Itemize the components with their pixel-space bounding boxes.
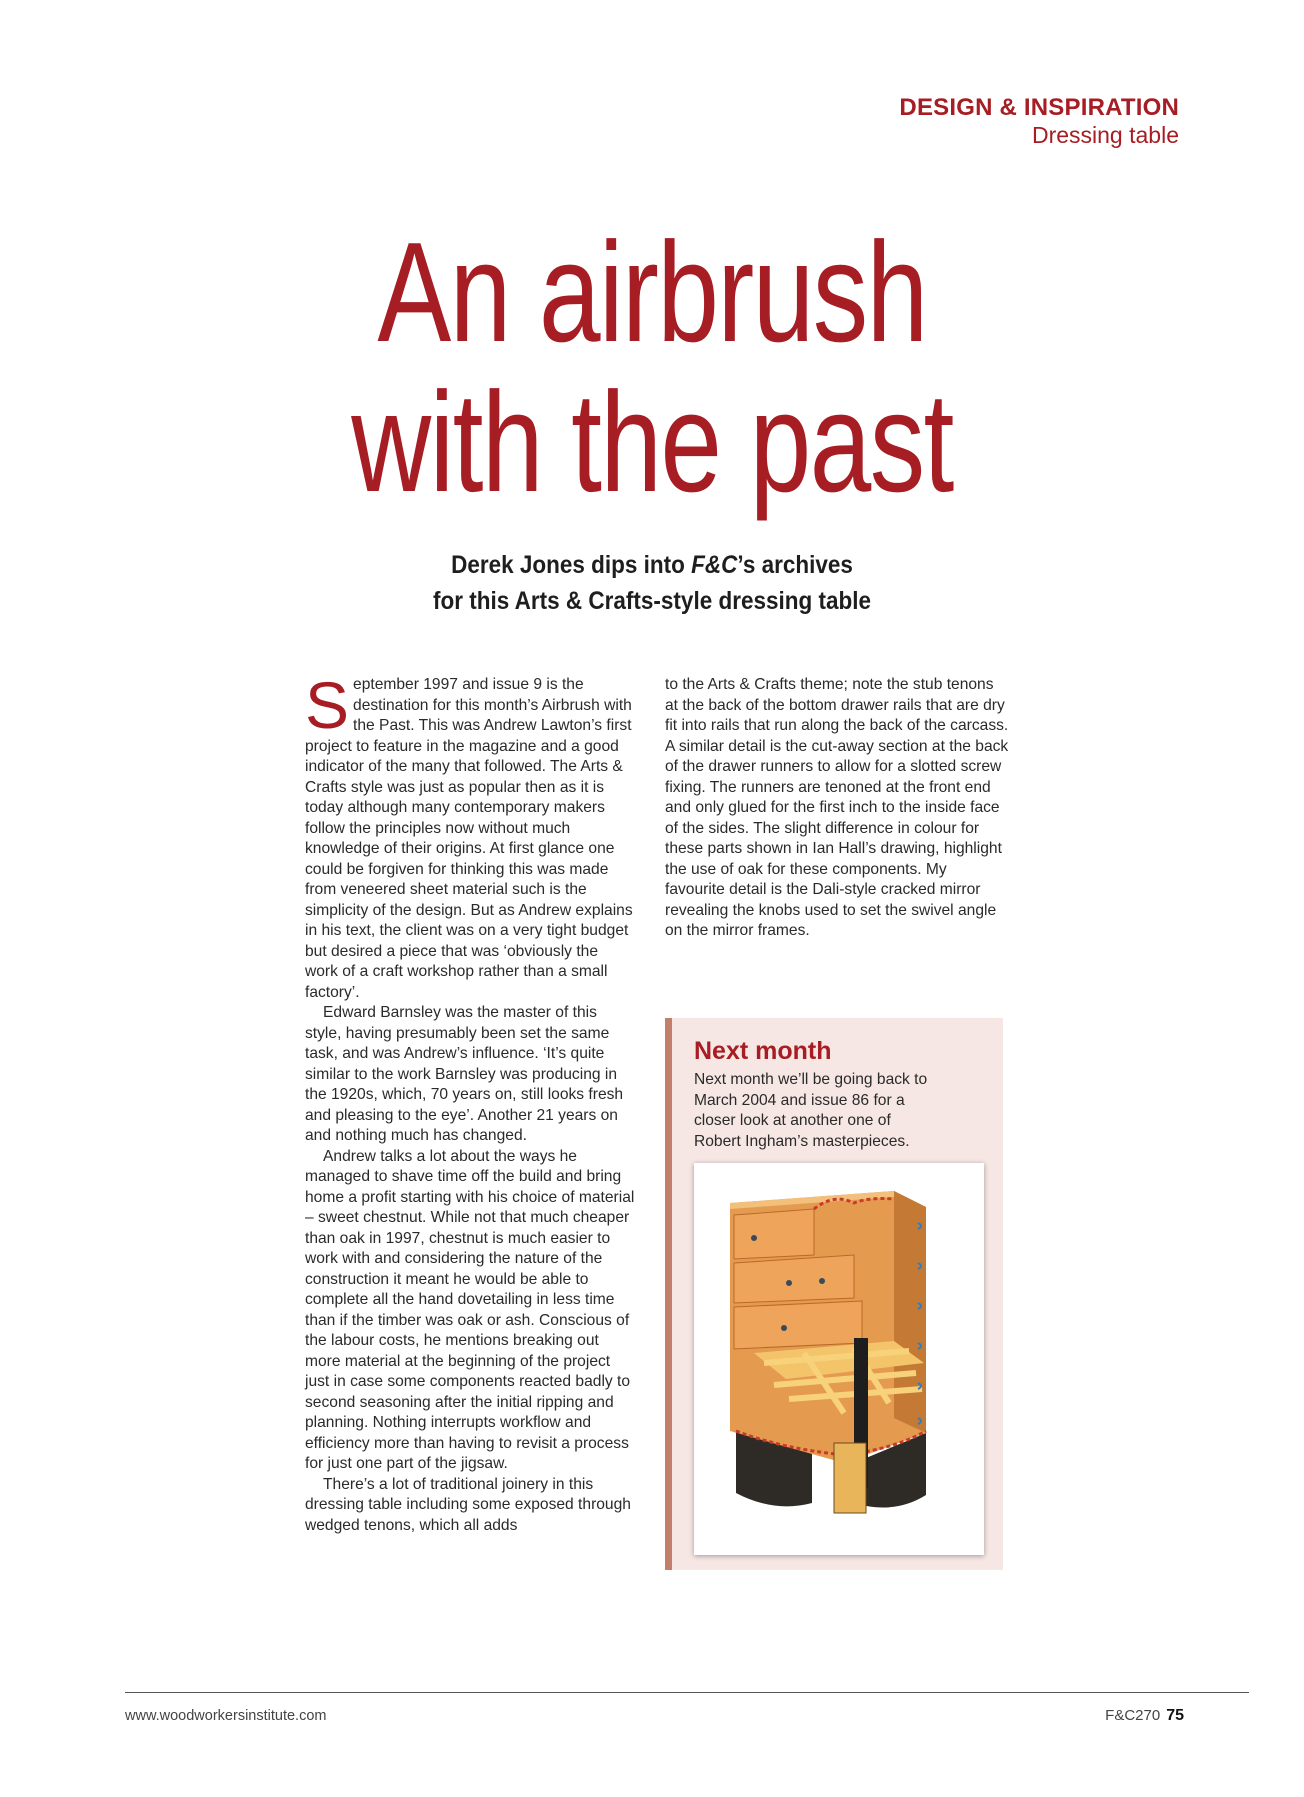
headline-line-2: with the past — [351, 363, 953, 522]
standfirst-line-2: for this Arts & Crafts-style dressing table — [432, 587, 872, 615]
issue-number: F&C270 — [1105, 1707, 1161, 1724]
standfirst-line-1 — [65, 547, 1239, 583]
drop-cap: S — [305, 668, 350, 742]
standfirst-magazine-name: F&C — [691, 551, 738, 579]
cutaway-cabinet-drawing — [694, 1163, 984, 1555]
article-column-right — [665, 675, 1010, 942]
headline — [0, 213, 1304, 522]
standfirst — [0, 547, 1304, 619]
article-paragraph-1 — [305, 668, 635, 1003]
article-paragraph-3: Andrew talks a lot about the ways he managed to shave time off the build and bring home a profit starting with his choice of material – sweet chestnut. While not that much cheaper than oak in 1997, chestnut is much easier to work with and considering the nature of the construction it meant he would be able to complete all the hand dovetailing in less time than if the timber was oak or ash. Conscious of the labour costs, he mentions breaking out more material at the beginning of the project just in case some components reacted badly to second seasoning after the initial ripping and planning. Nothing interrupts workflow and efficiency more than having to revisit a process for just one part of the jigsaw. — [305, 1147, 635, 1472]
next-month-text: Next month we’ll be going back to March 2004 and issue 86 for a closer look at another one of Robert Ingham’s masterpieces. — [694, 1071, 928, 1150]
headline-line-1: An airbrush — [377, 213, 927, 372]
section-title: DESIGN & INSPIRATION — [899, 94, 1179, 121]
article-paragraph-1-text: eptember 1997 and issue 9 is the destination for this month’s Airbrush with the Past. This was Andrew Lawton’s first project to feature in the magazine and a good indicator of the many that followed. The Arts & Crafts style was just as popular then as it is today although many contemporary makers follow the principles now without much knowledge of their origins. At first glance one could be forgiven for thinking this was made from veneered sheet material such is the simplicity of the design. But as Andrew explains in his text, the client was on a very tight budget but desired a piece that was ‘obviously the work of a craft workshop rather than a small factory’. — [305, 676, 633, 1001]
standfirst-text-a: Derek Jones dips into — [451, 551, 692, 579]
article-paragraph-4: There’s a lot of traditional joinery in this dressing table including some exposed through wedged tenons, which all adds — [305, 1475, 631, 1534]
article-paragraph-5: to the Arts & Crafts theme; note the stub tenons at the back of the bottom drawer rails that are dry fit into rails that run along the back of the carcass. A similar detail is the cut-away section at the back of the drawer runners to allow for a slotted screw fixing. The runners are tenoned at the front end and only glued for the first inch to the inside face of the sides. The slight difference in colour for these parts shown in Ian Hall’s drawing, highlight the use of oak for these components. My favourite detail is the Dali-style cracked mirror revealing the knobs used to set the swivel angle on the mirror frames. — [665, 676, 1009, 939]
next-month-panel — [665, 1018, 1003, 1570]
footer-issue-page — [1105, 1707, 1184, 1725]
page-number: 75 — [1166, 1707, 1184, 1724]
cabinet-illustration — [694, 1163, 984, 1555]
article-column-left — [305, 668, 635, 1536]
footer-rule — [125, 1692, 1249, 1693]
footer-url[interactable]: www.woodworkersinstitute.com — [125, 1708, 327, 1724]
standfirst-text-b: ’s archives — [737, 551, 853, 579]
article-paragraph-2: Edward Barnsley was the master of this style, having presumably been set the same task, and was Andrew’s influence. ‘It’s quite similar to the work Barnsley was producing in the 1920s, which, 70 years on, still looks fresh and pleasing to the eye’. Another 21 years on and nothing much has changed. — [305, 1004, 624, 1144]
section-header — [899, 94, 1179, 148]
section-subtitle: Dressing table — [1031, 122, 1179, 148]
next-month-title: Next month — [694, 1037, 832, 1065]
